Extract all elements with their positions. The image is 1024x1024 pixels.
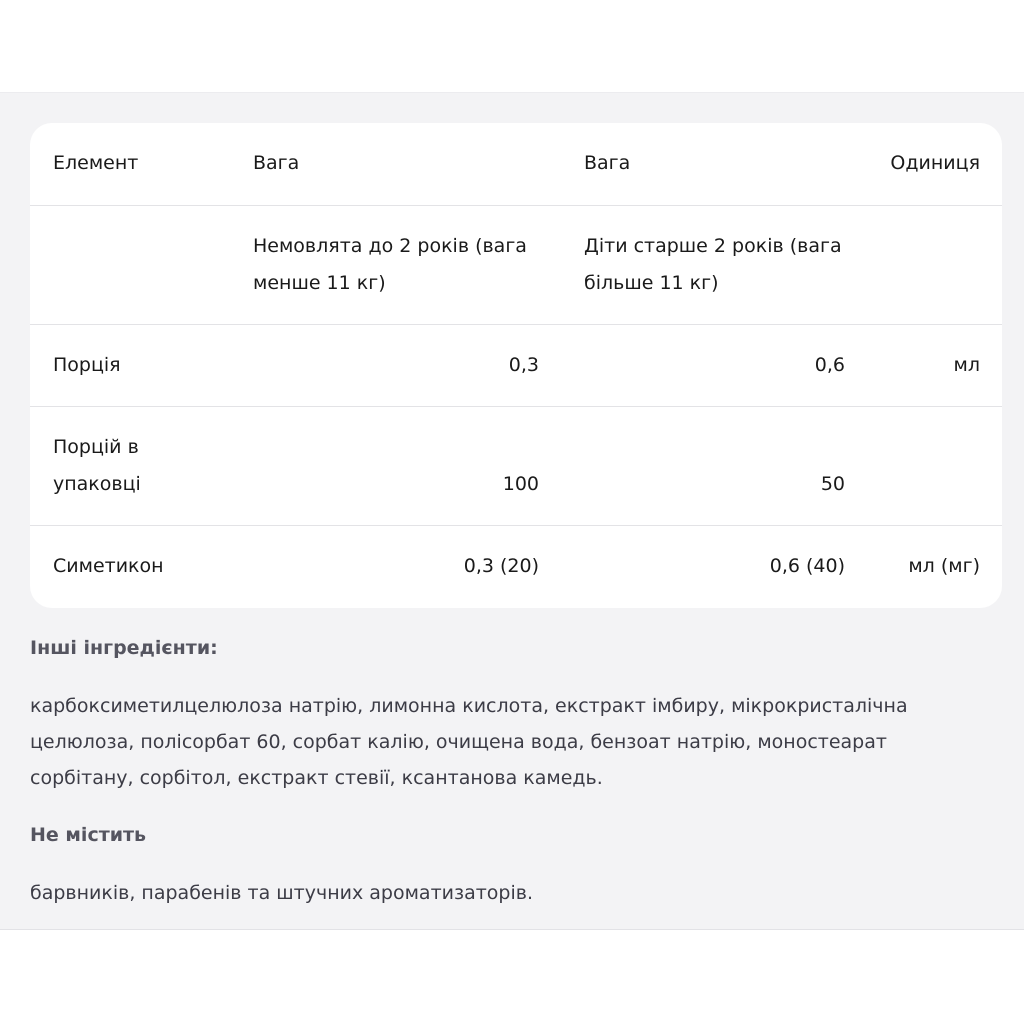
row-value-children: 0,6 (814, 354, 845, 376)
does-not-contain-heading: Не містить (30, 824, 147, 846)
row-value-children: 0,6 (40) (769, 555, 845, 577)
other-ingredients-heading: Інші інгредієнти: (30, 637, 218, 659)
table-row (30, 407, 1002, 526)
row-value-children: 50 (820, 473, 845, 495)
row-unit: мл (953, 354, 980, 376)
row-unit: мл (мг) (908, 555, 980, 577)
header-weight-infants: Вага (253, 152, 300, 174)
row-value-infants: 0,3 (20) (463, 555, 539, 577)
other-ingredients-text: карбоксиметилцелюлоза натрію, лимонна кислота, екстракт імбиру, мікрокристалічна целюлоза, полісорбат 60, сорбат калію, очищена вода, бензоат натрію, моностеарат сорбітану, сорбітол, екстракт стевії, ксантанова камедь. (30, 695, 908, 789)
content-band (0, 92, 1024, 930)
header-unit: Одиниця (890, 152, 980, 174)
row-element: Симетикон (53, 555, 164, 577)
table-subheader-row (30, 206, 1002, 325)
table-row (30, 325, 1002, 407)
header-weight-children: Вага (584, 152, 631, 174)
row-value-infants: 100 (502, 473, 539, 495)
does-not-contain-text: барвників, парабенів та штучних ароматизаторів. (30, 882, 533, 904)
row-element: Порція (53, 354, 121, 376)
table-header-row (30, 123, 1002, 206)
subheader-children: Діти старше 2 років (вага більше 11 кг) (584, 235, 842, 294)
table-row (30, 526, 1002, 608)
row-element: Порцій в упаковці (53, 436, 141, 495)
header-element: Елемент (53, 152, 139, 174)
row-value-infants: 0,3 (508, 354, 539, 376)
supplement-facts-table (30, 123, 1002, 608)
subheader-infants: Немовлята до 2 років (вага менше 11 кг) (253, 235, 527, 294)
